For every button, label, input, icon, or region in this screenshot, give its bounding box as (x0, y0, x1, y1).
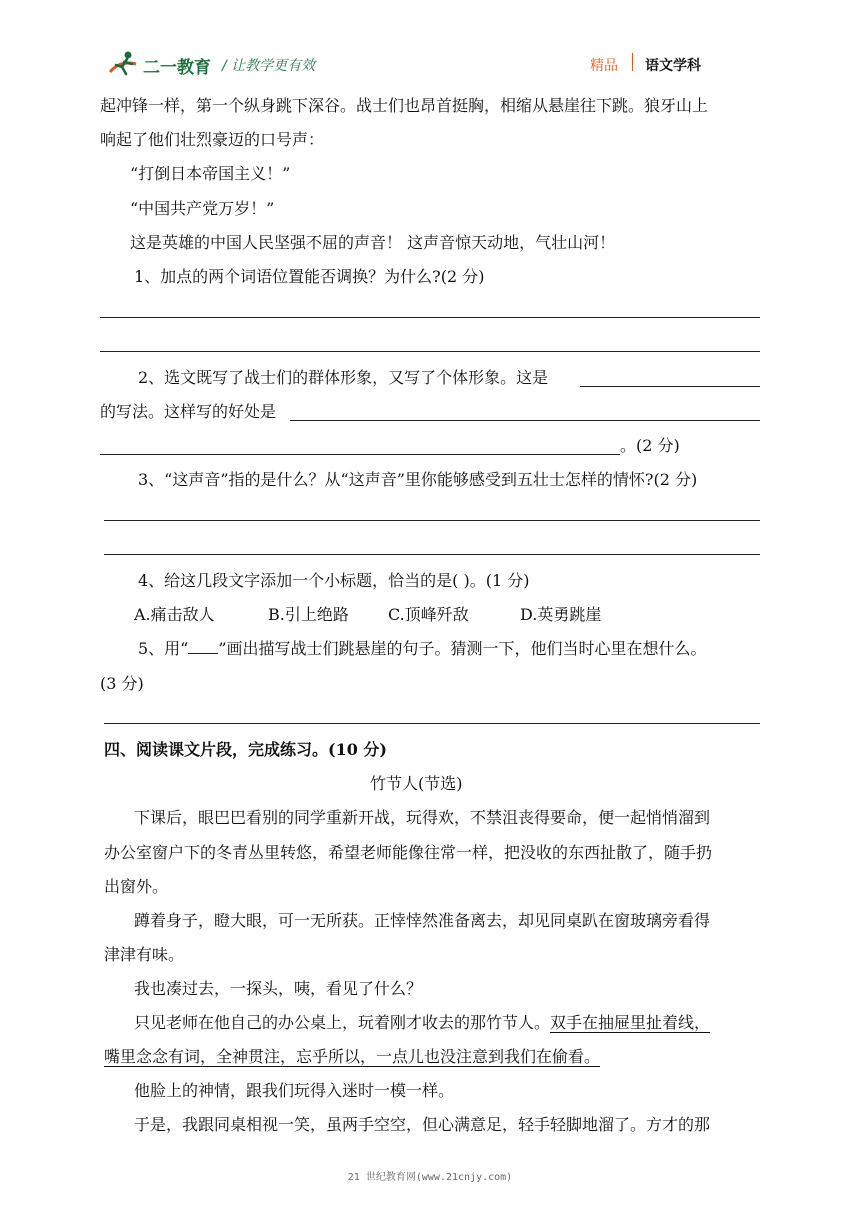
subject-label: 语文学科 (645, 58, 701, 74)
question-5-start: 5、用“ (138, 639, 189, 658)
passage-line: 响起了他们壮烈豪迈的口号声： (100, 130, 325, 149)
page-footer: 21 世纪教育网(www.21cnjy.com) (347, 1172, 513, 1183)
question-3: 3、“这声音”指的是什么？从“这声音”里你能够感受到五壮士怎样的情怀?(2 分) (138, 470, 698, 489)
brand-slogan: / 让教学更有效 (222, 58, 316, 74)
header-divider (632, 53, 633, 71)
passage-line: 下课后，眼巴巴看别的同学重新开战，玩得欢，不禁沮丧得要命，便一起悄悄溜到 (134, 808, 711, 827)
quality-label: 精品 (590, 58, 618, 74)
option-b[interactable]: B.引上绝路 (268, 605, 349, 624)
passage-line: 办公室窗户下的冬青丛里转悠，希望老师能像往常一样，把没收的东西扯散了，随手扔 (104, 843, 713, 862)
option-d[interactable]: D.英勇跳崖 (520, 605, 602, 624)
section-title: 四、阅读课文片段，完成练习。(10 分) (104, 740, 387, 759)
underlined-sentence: 双手在抽屉里扯着线， (550, 1013, 711, 1032)
answer-blank[interactable] (290, 420, 760, 421)
option-c[interactable]: C.顶峰歼敌 (388, 605, 469, 624)
question-2-cont: 的写法。这样写的好处是 (100, 402, 277, 421)
slogan-quote: “打倒日本帝国主义！” (130, 164, 291, 183)
question-5-score: (3 分) (100, 674, 144, 693)
question-2-score: 。(2 分) (620, 436, 680, 455)
passage-line: 出窗外。 (104, 877, 169, 896)
passage-line: 这是英雄的中国人民坚强不屈的声音！ 这声音惊天动地，气壮山河！ (130, 233, 616, 252)
passage-line: 他脸上的神情，跟我们玩得入迷时一模一样。 (134, 1081, 455, 1100)
answer-line[interactable] (104, 520, 760, 521)
passage-text: 只见老师在他自己的办公桌上，玩着刚才收去的那竹节人。 (134, 1013, 551, 1032)
logo-icon (106, 50, 142, 82)
passage-line: 津津有味。 (104, 945, 185, 964)
underline-sample (188, 639, 218, 654)
passage-subtitle: 竹节人(节选) (370, 774, 463, 793)
question-1: 1、加点的两个词语位置能否调换？为什么?(2 分) (134, 267, 485, 286)
passage-line: 蹲着身子，瞪大眼，可一无所获。正悻悻然准备离去，却见同桌趴在窗玻璃旁看得 (134, 911, 711, 930)
question-4: 4、给这几段文字添加一个小标题，恰当的是( )。(1 分) (138, 571, 530, 590)
passage-line: 于是，我跟同桌相视一笑，虽两手空空，但心满意足，轻手轻脚地溜了。方才的那 (134, 1115, 711, 1134)
answer-line[interactable] (104, 554, 760, 555)
passage-line: 起冲锋一样，第一个纵身跳下深谷。战士们也昂首挺胸，相缩从悬崖往下跳。狼牙山上 (100, 96, 709, 115)
question-5 (138, 637, 707, 661)
answer-line[interactable] (100, 351, 760, 352)
answer-blank[interactable] (580, 386, 760, 387)
answer-blank[interactable] (100, 454, 620, 455)
slogan-quote: “中国共产党万岁！” (130, 199, 275, 218)
passage-line (134, 1011, 710, 1035)
question-5-rest: ”画出描写战士们跳悬崖的句子。猜测一下，他们当时心里在想什么。 (218, 639, 707, 658)
passage-line: 我也凑过去，一探头，咦，看见了什么？ (134, 979, 423, 998)
option-a[interactable]: A.痛击敌人 (134, 605, 215, 624)
answer-line[interactable] (100, 317, 760, 318)
underlined-sentence: 嘴里念念有词，全神贯注，忘乎所以，一点儿也没注意到我们在偷看。 (104, 1047, 601, 1066)
answer-line[interactable] (104, 723, 760, 724)
brand-name: 二一教育 (143, 58, 211, 78)
question-2: 2、选文既写了战士们的群体形象，又写了个体形象。这是 (138, 368, 549, 387)
